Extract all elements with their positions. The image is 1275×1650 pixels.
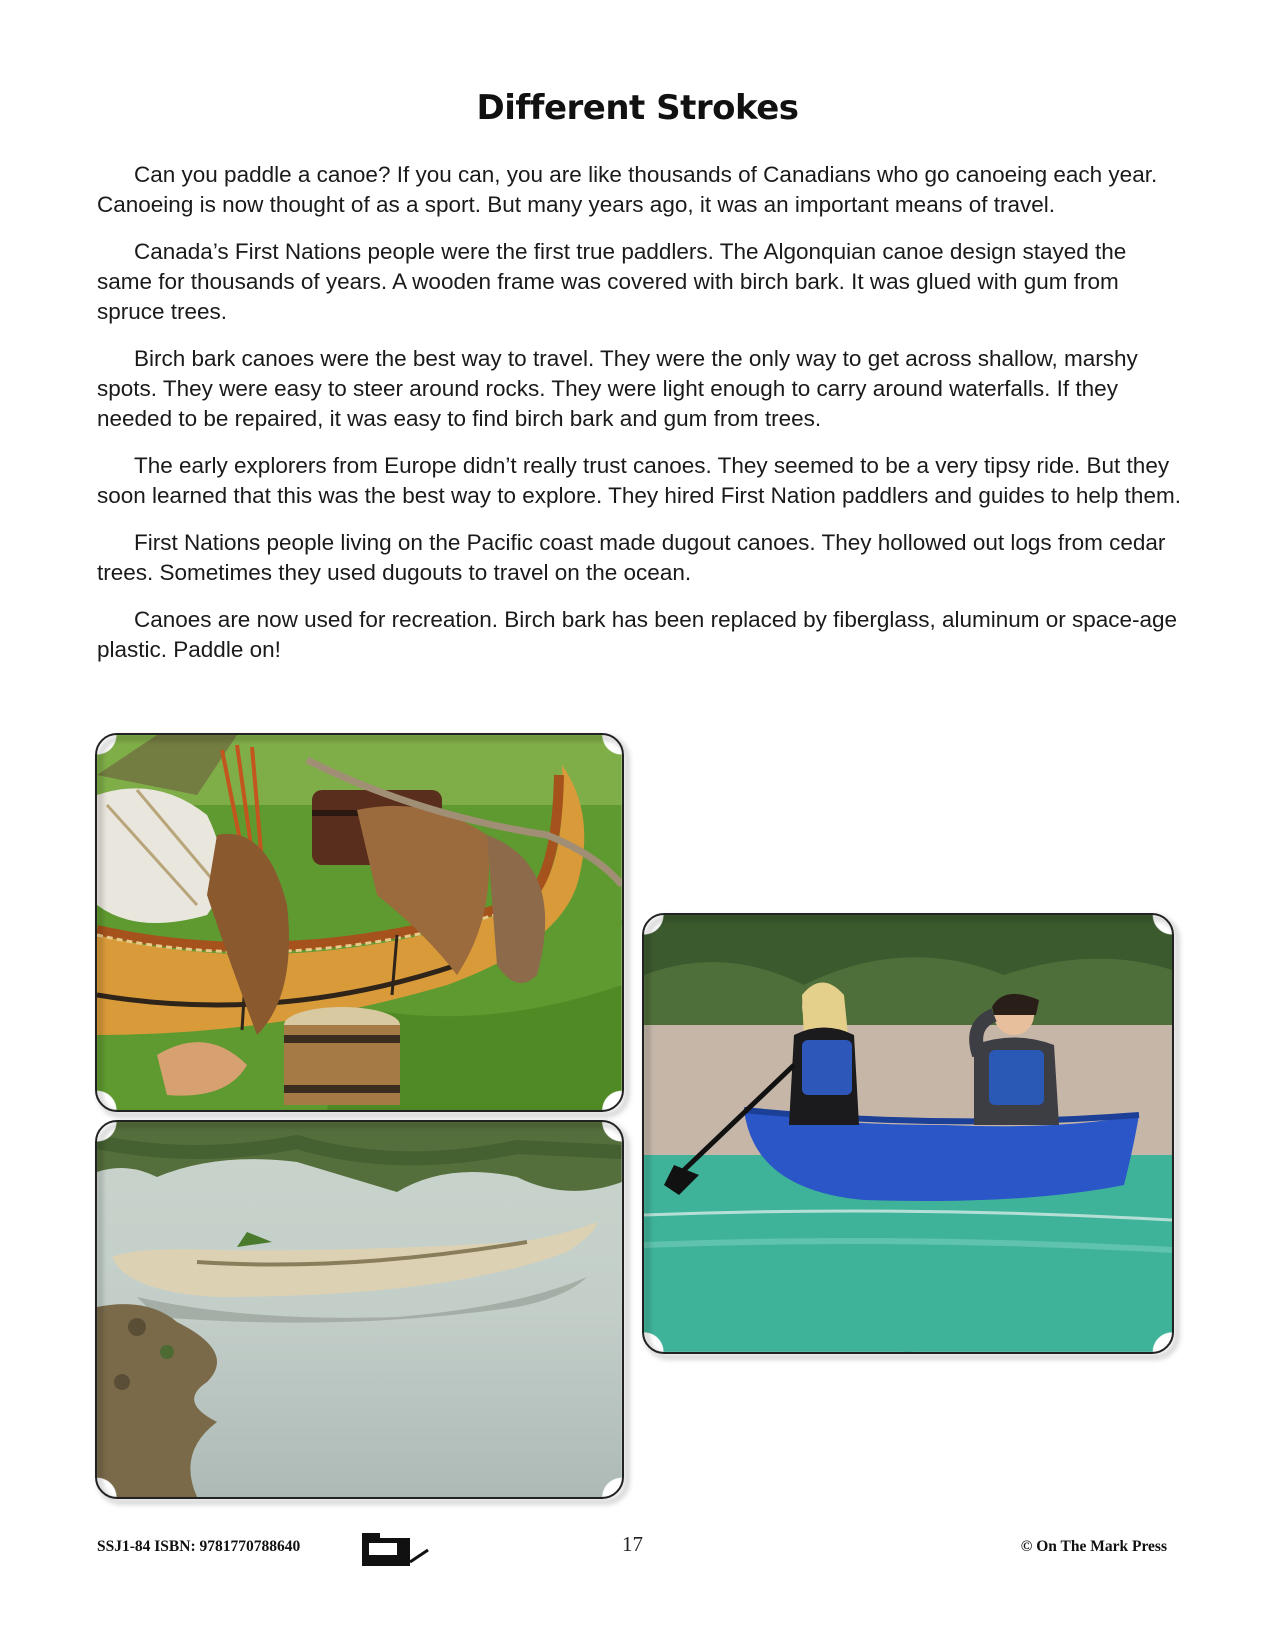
article-body [97, 160, 1182, 682]
paragraph-3: Birch bark canoes were the best way to travel. They were the only way to get across shallow, marshy spots. They were easy to steer around rocks. They were light enough to carry around waterfalls. If they needed to be repaired, it was easy to find birch bark and gum from trees. [97, 346, 1138, 431]
dugout-photo-frame [95, 1120, 624, 1499]
paragraph-5: First Nations people living on the Pacific coast made dugout canoes. They hollowed out logs from cedar trees. Sometimes they used dugouts to travel on the ocean. [97, 530, 1166, 585]
page-number: 17 [622, 1532, 643, 1556]
page-footer [0, 1530, 1275, 1570]
modern-canoe-photo-frame [642, 913, 1174, 1354]
publisher-logo-icon [360, 1530, 430, 1573]
footer-code-isbn: SSJ1-84 ISBN: 9781770788640 [97, 1538, 301, 1555]
paragraph-6: Canoes are now used for recreation. Birch bark has been replaced by fiberglass, aluminum or space-age plastic. Paddle on! [97, 607, 1178, 662]
page-title: Different Strokes [476, 88, 799, 128]
paragraph-4: The early explorers from Europe didn’t really trust canoes. They seemed to be a very tipsy ride. But they soon learned that this was the best way to explore. They hired First Nation paddlers and guides to help them. [97, 453, 1181, 508]
paragraph-2: Canada’s First Nations people were the first true paddlers. The Algonquian canoe design stayed the same for thousands of years. A wooden frame was covered with birch bark. It was glued with gum from spruce trees. [97, 239, 1127, 324]
footer-copyright: © On The Mark Press [1020, 1538, 1167, 1555]
birch-photo-frame [95, 733, 624, 1112]
paragraph-1: Can you paddle a canoe? If you can, you are like thousands of Canadians who go canoeing each year. Canoeing is now thought of as a sport. But many years ago, it was an important means of travel. [97, 162, 1158, 217]
